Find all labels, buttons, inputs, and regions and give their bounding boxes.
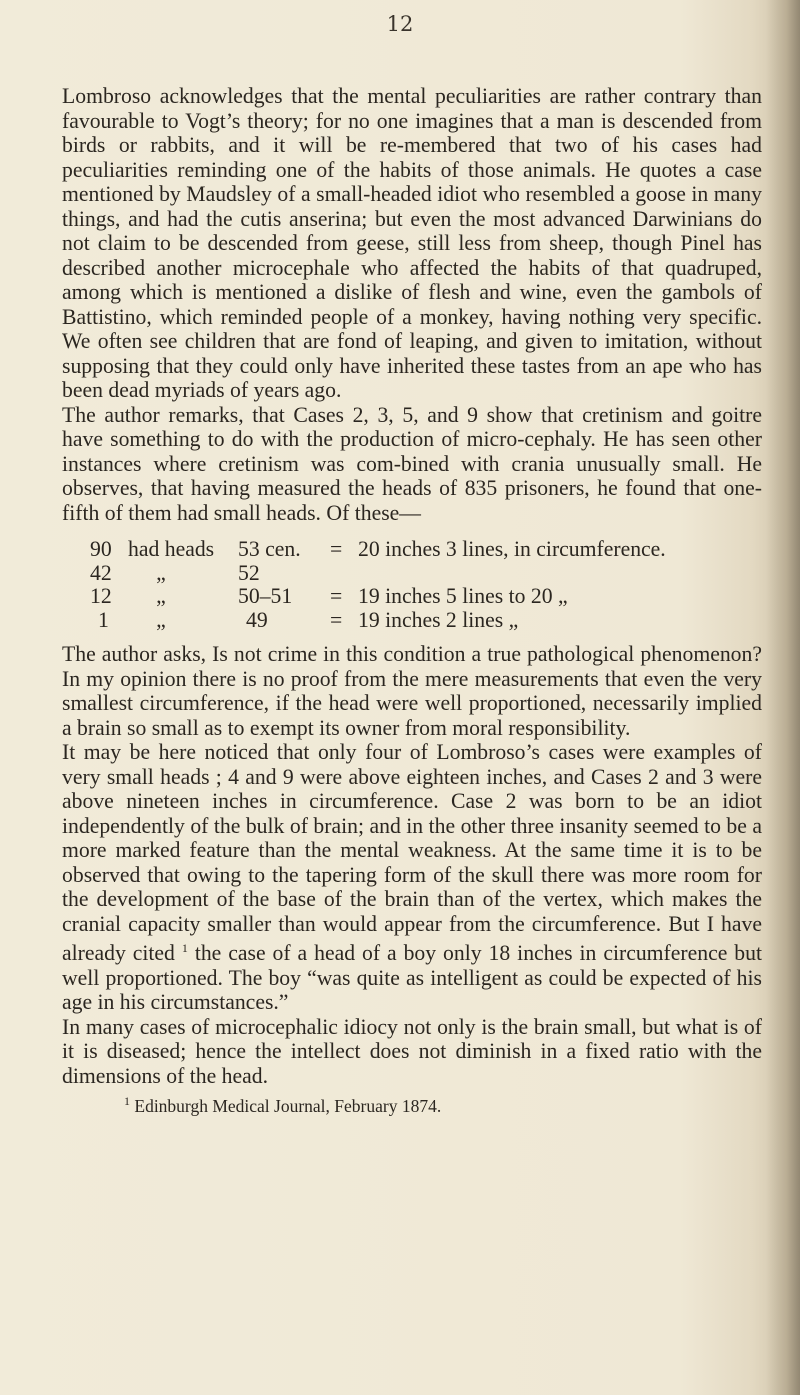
equals-cell: = <box>330 584 343 608</box>
paragraph: In many cases of microcephalic idiocy not only is the brain small, but what is of it is diseased; hence the intellect does not diminish in a fixed ratio with the dimensions of the head. <box>62 1014 762 1088</box>
table-row <box>90 609 762 633</box>
paragraph-text: It may be here noticed that only four of Lombroso’s cases were examples of very small heads ; 4 and 9 were above eighteen inches, and Cases 2 and 3 were above nineteen inches in circumference. Case 2 was born to be an idiot independently of the bulk of brain; and in the other three insanity seemed to be a more marked feature than the mental weakness. At the same time it is to be observed that owing to the tapering form of the skull there was more room for the development of the base of the brain than of the vertex, which makes the cranial capacity smaller than would appear from the circumference. But I have already cited <box>62 740 762 966</box>
paragraph-text: the case of a head of a boy only 18 inches in circumference but well proportioned. The boy “was quite as intelligent as could be expected of his age in his circumstances.” <box>62 941 763 1015</box>
measure-cell: 20 inches 3 lines, in circumference. <box>358 537 666 561</box>
cen-cell: 52 <box>238 560 260 585</box>
cen-cell: 50–51 <box>238 584 293 608</box>
paragraph: Lombroso acknowledges that the mental peculiarities are rather contrary than favourable to Vogt’s theory; for no one imagines that a man is descended from birds or rabbits, and it will be re-membered that two of his cases had peculiarities reminding one of the habits of those animals. He quotes a case mentioned by Maudsley of a small-headed idiot who resembled a goose in many things, and had the cutis anserina; but even the most advanced Darwinians do not claim to be descended from geese, still less from sheep, though Pinel has described another microcephale who affected the habits of that quadruped, among which is mentioned a dislike of flesh and wine, even the gambols of Battistino, which reminded people of a monkey, having nothing very specific. We often see children that are fond of leaping, and given to imitation, without supposing that they could only have inherited these tastes from an ape who has been dead myriads of years ago. <box>62 84 762 402</box>
page-number: 12 <box>386 12 414 36</box>
footnote <box>62 1090 762 1117</box>
label-cell: „ <box>156 607 166 632</box>
label-cell: had heads <box>128 537 215 561</box>
equals-cell <box>330 562 358 586</box>
table-row <box>90 562 762 586</box>
count-cell: 1 <box>98 607 109 632</box>
paragraph: The author remarks, that Cases 2, 3, 5, and 9 show that cretinism and goitre have something to do with the production of micro-cephaly. He has seen other instances where cretinism was com-bined with crania unusually small. He observes, that having measured the heads of 835 prisoners, he found that one-fifth of them had small heads. Of these— <box>62 402 762 525</box>
count-cell: 12 <box>90 584 112 608</box>
cen-cell: 49 <box>246 607 268 632</box>
table-row <box>90 538 762 562</box>
measure-cell: 19 inches 5 lines to 20 „ <box>358 584 568 608</box>
footnote-text: Edinburgh Medical Journal, February 1874. <box>134 1096 442 1117</box>
equals-cell: = <box>330 537 343 561</box>
body-text <box>62 84 762 1117</box>
count-cell: 90 <box>90 537 112 561</box>
equals-cell: = <box>330 607 343 632</box>
label-cell: „ <box>156 584 166 608</box>
label-cell: „ <box>156 560 166 585</box>
footnote-marker: 1 <box>181 941 188 955</box>
cen-cell: 53 cen. <box>238 537 301 561</box>
table-row <box>90 585 762 609</box>
paragraph <box>62 740 762 1015</box>
paragraph: The author asks, Is not crime in this condition a true pathological phenomenon? In my opinion there is no proof from the mere measurements that even the very smallest circumference, if the head were well proportioned, necessarily implied a brain so small as to exempt its owner from moral responsibility. <box>62 642 762 740</box>
page-edge-shadow <box>766 0 800 1395</box>
measure-cell: 19 inches 2 lines „ <box>358 607 519 632</box>
footnote-number: 1 <box>124 1094 130 1109</box>
count-cell: 42 <box>90 560 112 585</box>
head-measurement-table <box>90 538 762 632</box>
